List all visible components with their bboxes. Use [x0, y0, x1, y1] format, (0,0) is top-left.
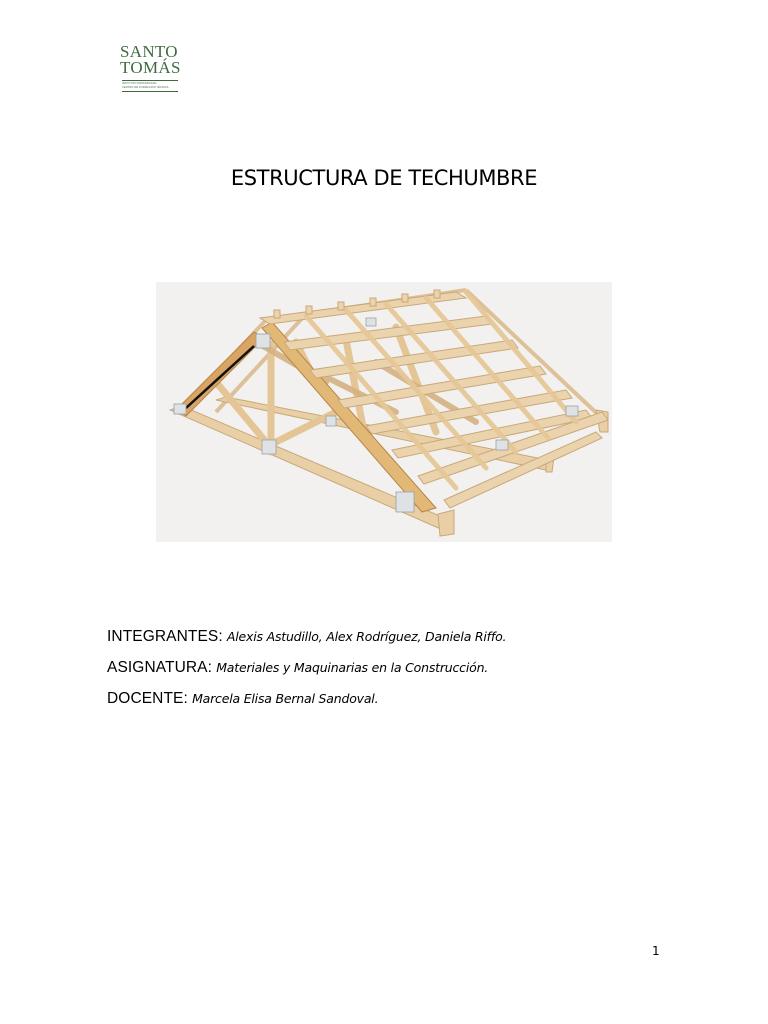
integrantes-row [107, 628, 506, 646]
page-number: 1 [652, 944, 660, 958]
logo-line-2: TOMÁS [120, 58, 181, 77]
asignatura-row [107, 659, 488, 677]
asignatura-label: ASIGNATURA: [107, 659, 213, 676]
integrantes-label: INTEGRANTES: [107, 628, 223, 645]
roof-truss-drawing [156, 282, 612, 542]
logo-subtitle-1: INSTITUTO PROFESIONAL [122, 82, 157, 85]
logo-rule-bottom [122, 91, 178, 92]
logo-line-1: SANTO [120, 42, 178, 61]
logo-subtitle-2: CENTRO DE FORMACIÓN TÉCNICA [122, 86, 169, 89]
docente-value: Marcela Elisa Bernal Sandoval. [192, 691, 379, 706]
docente-label: DOCENTE: [107, 690, 188, 707]
docente-row [107, 690, 378, 708]
santo-tomas-logo [120, 44, 182, 96]
asignatura-value: Materiales y Maquinarias en la Construcción. [216, 660, 489, 675]
logo-rule [122, 80, 178, 81]
document-title: ESTRUCTURA DE TECHUMBRE [230, 166, 538, 190]
integrantes-value: Alexis Astudillo, Alex Rodríguez, Daniela Riffo. [226, 629, 507, 644]
roof-structure-illustration [156, 282, 612, 542]
